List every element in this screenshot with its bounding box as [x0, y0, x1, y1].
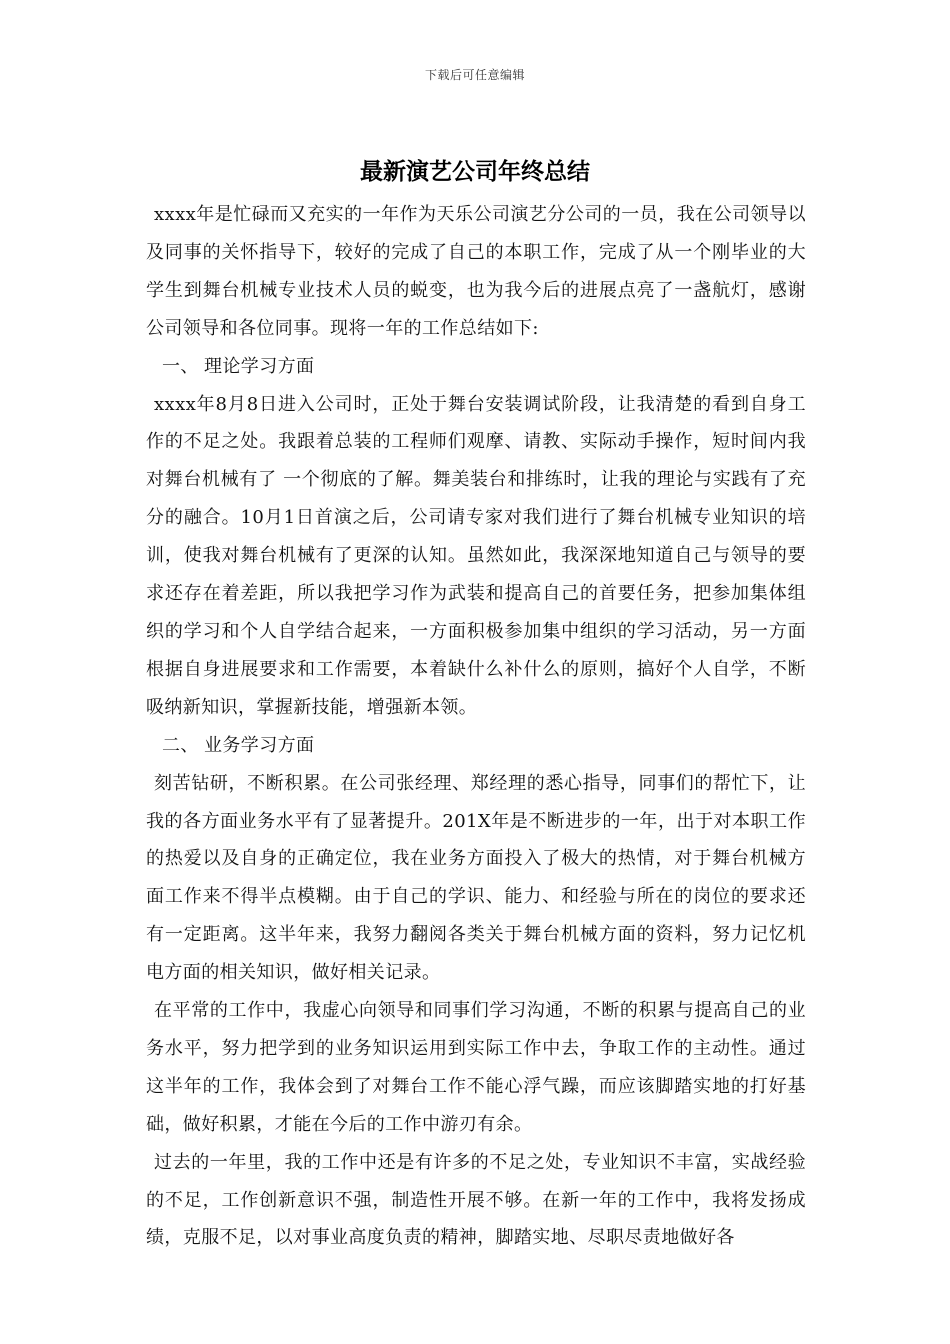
paragraph-daily-work: 在平常的工作中，我虚心向领导和同事们学习沟通，不断的积累与提高自己的业务水平，努力把学到的业务知识运用到实际工作中去，争取工作的主动性。通过这半年的工作，我体会到了对舞台工作不能心浮气躁，而应该脚踏实地的打好基础，做好积累，才能在今后的工作中游刃有余。	[146, 1000, 806, 1135]
section-title: 业务学习方面	[204, 734, 315, 756]
section-title: 理论学习方面	[204, 355, 315, 377]
section-heading-1	[146, 348, 806, 386]
paragraph-business: 刻苦钻研，不断积累。在公司张经理、郑经理的悉心指导，同事们的帮忙下，让我的各方面业务水平有了显著提升。201X年是不断进步的一年，出于对本职工作的热爱以及自身的正确定位，我在业务方面投入了极大的热情，对于舞台机械方面工作来不得半点模糊。由于自己的学识、能力、和经验与所在的岗位的要求还有一定距离。这半年来，我努力翻阅各类关于舞台机械方面的资料，努力记忆机电方面的相关知识，做好相关记录。	[146, 772, 806, 984]
section-number: 二、	[162, 734, 199, 756]
paragraph-theory: xxxx年8月8日进入公司时，正处于舞台安装调试阶段，让我清楚的看到自身工作的不足之处。我跟着总装的工程师们观摩、请教、实际动手操作，短时间内我对舞台机械有了 一个彻底的了解。舞美装台和排练时，让我的理论与实践有了充分的融合。10月1日首演之后，公司请专家对我们进行了舞台机械专业知识的培训，使我对舞台机械有了更深的认知。虽然如此，我深深地知道自己与领导的要求还存在着差距，所以我把学习作为武装和提高自己的首要任务，把参加集体组织的学习和个人自学结合起来，一方面积极参加集中组织的学习活动，另一方面根据自身进展要求和工作需要，本着缺什么补什么的原则，搞好个人自学，不断吸纳新知识，掌握新技能，增强新本领。	[146, 393, 806, 718]
document-body	[146, 196, 806, 1257]
section-heading-2	[146, 727, 806, 765]
document-title: 最新演艺公司年终总结	[360, 159, 590, 185]
header-note: 下载后可任意编辑	[424, 68, 525, 82]
paragraph-intro: xxxx年是忙碌而又充实的一年作为天乐公司演艺分公司的一员，我在公司领导以及同事的关怀指导下，较好的完成了自己的本职工作，完成了从一个刚毕业的大学生到舞台机械专业技术人员的蜕变，也为我今后的进展点亮了一盏航灯，感谢公司领导和各位同事。现将一年的工作总结如下:	[146, 204, 806, 339]
paragraph-review: 过去的一年里，我的工作中还是有许多的不足之处，专业知识不丰富，实战经验的不足，工作创新意识不强，制造性开展不够。在新一年的工作中，我将发扬成绩，克服不足，以对事业高度负责的精神，脚踏实地、尽职尽责地做好各	[146, 1151, 806, 1249]
section-number: 一、	[162, 355, 199, 377]
